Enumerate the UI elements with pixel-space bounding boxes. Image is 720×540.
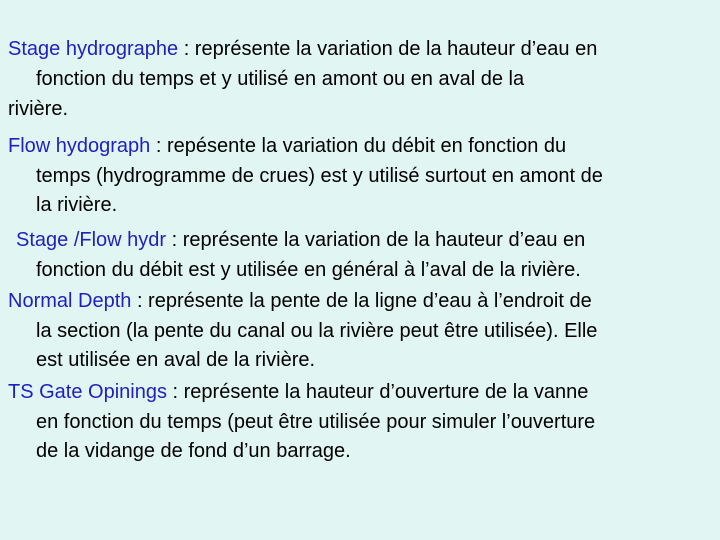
description-text: : représente la hauteur d’ouverture de la vanne	[166, 381, 589, 403]
description-text: la section (la pente du canal ou la rivière peut être utilisée). Elle	[36, 320, 598, 342]
entry-stage-hydrographe-line-3	[8, 94, 720, 125]
description-text: : représente la pente de la ligne d’eau à l’endroit de	[131, 290, 592, 312]
entry-stage-hydrographe-line-1	[8, 34, 720, 65]
description-text: : représente la variation de la hauteur d’eau en	[178, 38, 598, 60]
description-text: fonction du débit est y utilisée en général à l’aval de la rivière.	[36, 259, 581, 281]
entry-stage-flow-hydr-line-1	[16, 225, 720, 256]
entry-normal-depth-line-3	[36, 345, 720, 376]
entry-stage-flow-hydr-line-2	[36, 255, 720, 286]
description-text: de la vidange de fond d’un barrage.	[36, 440, 351, 462]
entry-flow-hydograph-line-2	[36, 161, 720, 192]
description-text: est utilisée en aval de la rivière.	[36, 349, 316, 371]
description-text: fonction du temps et y utilisé en amont ou en aval de la	[36, 68, 525, 90]
description-text: temps (hydrogramme de crues) est y utilisé surtout en amont de	[36, 165, 603, 187]
term-ts-gate-opinings: TS Gate Opinings	[8, 381, 167, 403]
description-text: en fonction du temps (peut être utilisée pour simuler l’ouverture	[36, 411, 596, 433]
term-stage-flow-hydr: Stage /Flow hydr	[16, 229, 167, 251]
description-text: rivière.	[8, 98, 69, 120]
entry-normal-depth-line-1	[8, 286, 720, 317]
entry-stage-hydrographe-line-2	[36, 64, 720, 95]
description-text: : représente la variation de la hauteur d’eau en	[166, 229, 586, 251]
entry-ts-gate-opinings-line-1	[8, 377, 720, 408]
entry-ts-gate-opinings-line-2	[36, 407, 720, 438]
term-normal-depth: Normal Depth	[8, 290, 132, 312]
entry-flow-hydograph-line-1	[8, 131, 720, 162]
entry-normal-depth-line-2	[36, 316, 720, 347]
entry-ts-gate-opinings-line-3	[36, 436, 720, 467]
term-stage-hydrographe: Stage hydrographe	[8, 38, 179, 60]
entry-flow-hydograph-line-3	[36, 190, 720, 221]
description-text: la rivière.	[36, 194, 118, 216]
term-flow-hydograph: Flow hydograph	[8, 135, 151, 157]
description-text: : repésente la variation du débit en fonction du	[150, 135, 567, 157]
